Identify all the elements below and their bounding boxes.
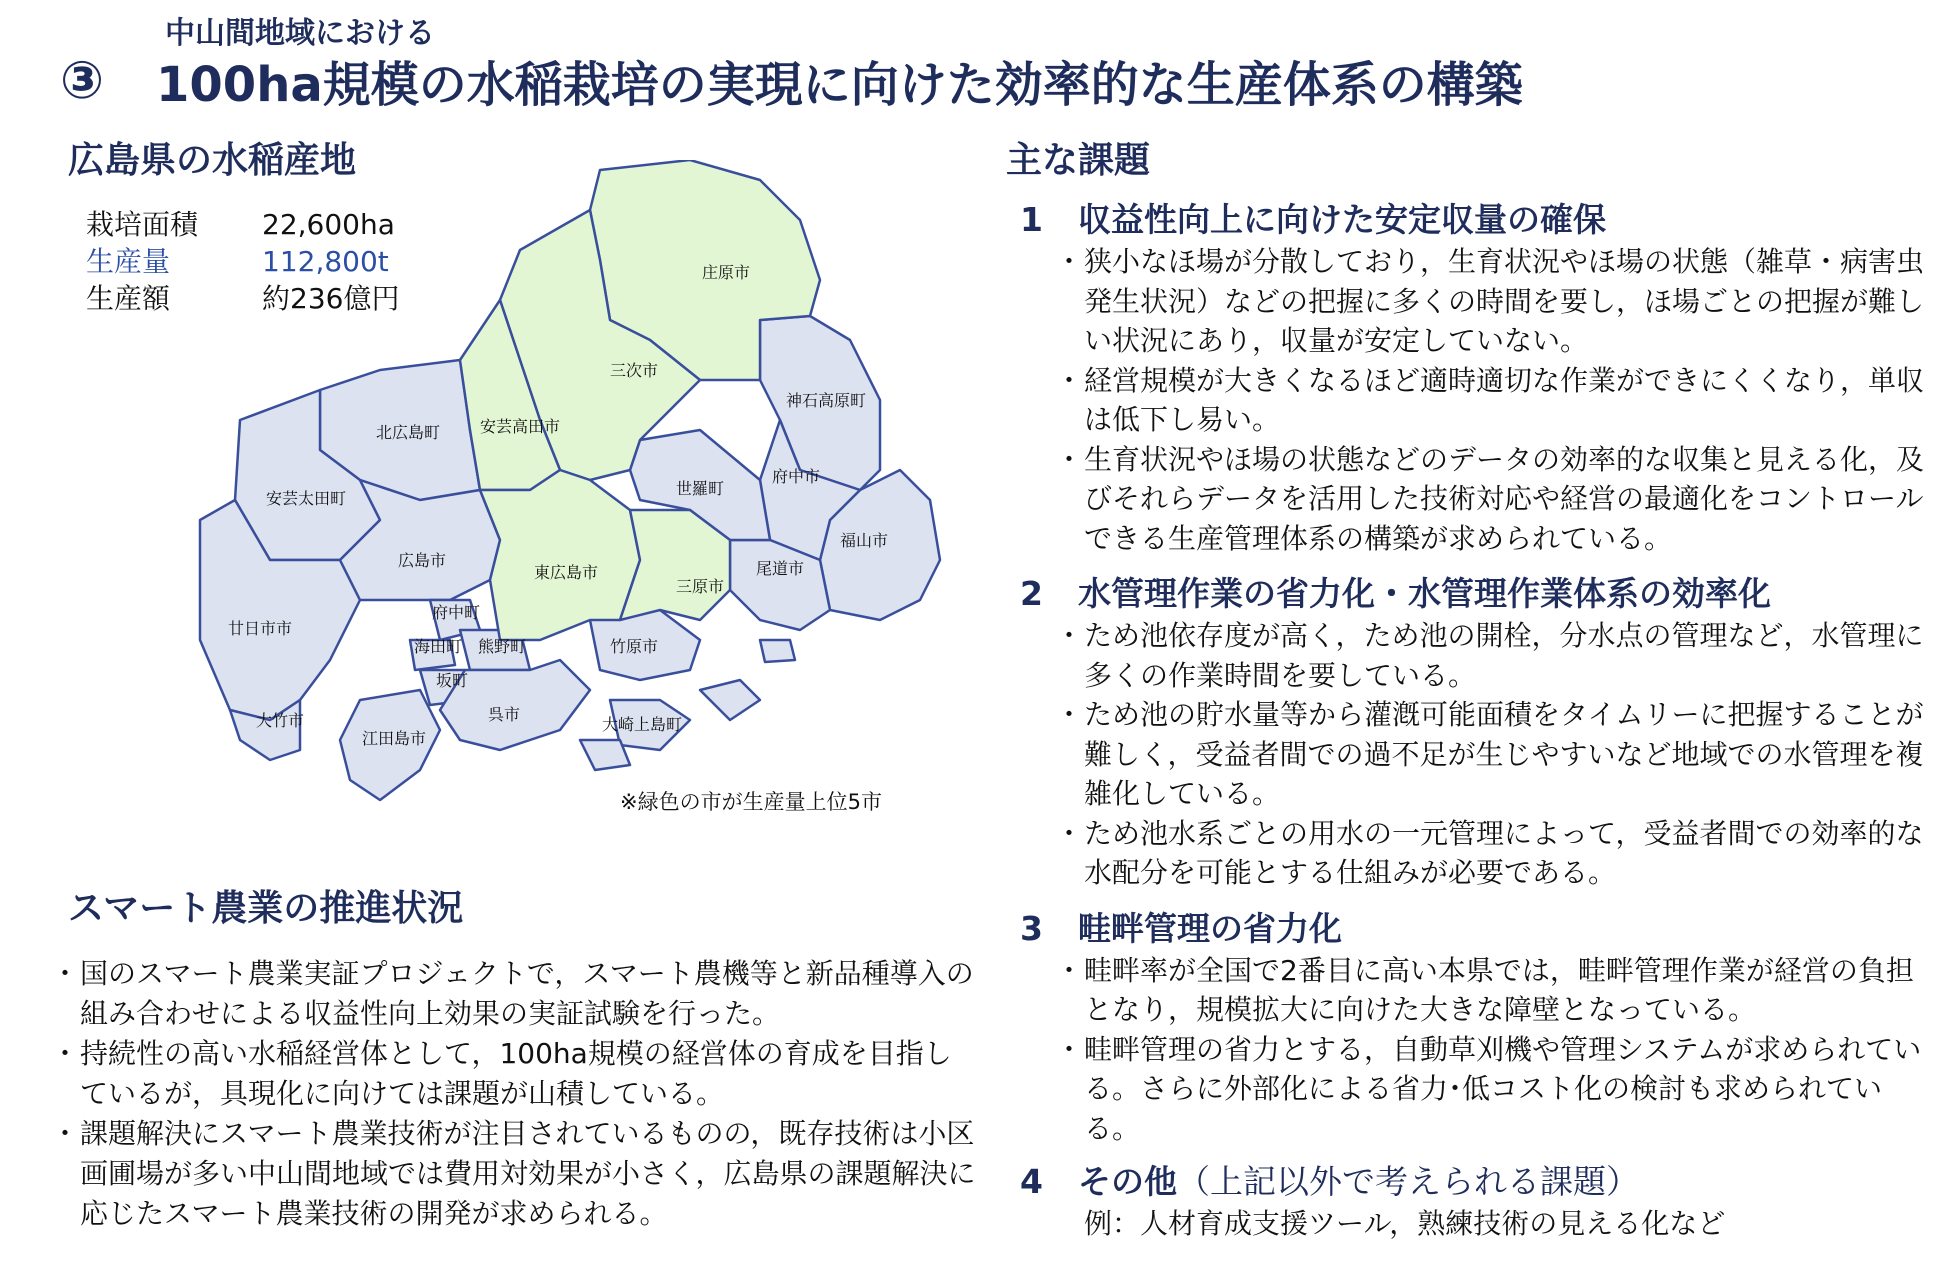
map-label-kure: 呉市 — [488, 705, 521, 724]
map-label-hatsukaichi: 廿日市市 — [228, 619, 293, 638]
map-label-miyoshi: 三次市 — [610, 361, 659, 380]
issue-title-text: 水管理作業の省力化・水管理作業体系の効率化 — [1078, 574, 1771, 613]
list-item: ･ ため池の貯水量等から灌漑可能面積をタイムリーに把握することが難しく，受益者間での過不足が生じやすいなど地域での水管理を複雑化している。 — [1062, 695, 1930, 814]
map-label-kaita: 海田町 — [414, 637, 463, 656]
map-label-higashihiroshima: 東広島市 — [534, 563, 599, 582]
issue-items — [1062, 242, 1930, 558]
stat-label: 生産量 — [86, 245, 171, 278]
map-label-mihara: 三原市 — [676, 577, 725, 596]
hiroshima-map — [180, 160, 960, 860]
map-label-jinsekikogen: 神石高原町 — [786, 391, 867, 410]
list-item: ･ 畦畔管理の省力とする，自動草刈機や管理システムが求められている。さらに外部化による省力･低コスト化の検討も求められている。 — [1062, 1030, 1930, 1149]
list-item: ･ 生育状況やほ場の状態などのデータの効率的な収集と見える化，及びそれらデータを活用した技術対応や経営の最適化をコントロールできる生産管理体系の構築が求められている。 — [1062, 440, 1930, 559]
map-label-kumano: 熊野町 — [478, 637, 527, 656]
stat-value: 22,600ha — [262, 208, 395, 241]
map-label-akitakata: 安芸高田市 — [480, 417, 561, 436]
map-section-heading: 広島県の水稲産地 — [68, 140, 357, 181]
map-legend-note: ※緑色の市が生産量上位5市 — [620, 790, 882, 814]
issue-2 — [1020, 572, 1930, 893]
issue-1 — [1020, 198, 1930, 558]
issue-title-note: （上記以外で考えられる課題） — [1177, 1162, 1639, 1201]
page-title: 100ha規模の水稲栽培の実現に向けた効率的な生産体系の構築 — [156, 57, 1523, 113]
list-item: ･ 狭小なほ場が分散しており，生育状況やほ場の状態（雑草・病害虫発生状況）などの把握に多くの時間を要し，ほ場ごとの把握が難しい状況にあり，収量が安定していない。 — [1062, 242, 1930, 361]
issue-title — [1020, 572, 1930, 616]
map-label-hiroshima: 広島市 — [398, 551, 447, 570]
smart-list — [58, 954, 978, 1234]
map-label-otake: 大竹市 — [256, 711, 305, 730]
list-item: ･ 国のスマート農業実証プロジェクトで，スマート農機等と新品種導入の組み合わせによる収益性向上効果の実証試験を行った。 — [58, 954, 978, 1034]
issue-title — [1020, 1160, 1930, 1204]
map-label-osakikamijima: 大崎上島町 — [602, 715, 683, 734]
issues-section-heading: 主な課題 — [1006, 140, 1151, 181]
title-number: ③ — [60, 50, 105, 111]
issue-title — [1020, 907, 1930, 951]
map-label-akiota: 安芸太田町 — [266, 489, 347, 508]
list-item: ･ ため池依存度が高く，ため池の開栓，分水点の管理など，水管理に多くの作業時間を要している。 — [1062, 616, 1930, 695]
map-region-higashihiroshima — [480, 470, 640, 640]
issue-title-text: その他 — [1078, 1162, 1177, 1201]
stat-label: 栽培面積 — [86, 208, 199, 241]
issue-number: 1 — [1020, 200, 1043, 239]
title-row — [60, 46, 1523, 115]
issue-items — [1062, 951, 1930, 1149]
map-label-fuchu-city: 府中市 — [772, 467, 821, 486]
map-label-takehara: 竹原市 — [610, 637, 659, 656]
map-label-fukuyama: 福山市 — [840, 531, 889, 550]
issue-number: 4 — [1020, 1162, 1043, 1201]
issue-title-text: 収益性向上に向けた安定収量の確保 — [1078, 200, 1606, 239]
map-label-fuchu-town: 府中町 — [432, 603, 481, 622]
issue-number: 3 — [1020, 908, 1043, 948]
map-label-shobara: 庄原市 — [702, 263, 751, 282]
map-label-kitahiroshima: 北広島町 — [376, 423, 441, 442]
map-island-2 — [580, 740, 630, 770]
map-island-3 — [760, 640, 795, 662]
map-label-onomichi: 尾道市 — [756, 559, 805, 578]
issue-example: 例：人材育成支援ツール，熟練技術の見える化など — [1084, 1207, 1726, 1240]
stat-value: 112,800t — [262, 245, 389, 278]
issue-3 — [1020, 907, 1930, 1149]
list-item: ･ 持続性の高い水稲経営体として，100ha規模の経営体の育成を目指しているが，具現化に向けては課題が山積している。 — [58, 1034, 978, 1114]
page-subtitle: 中山間地域における — [165, 16, 435, 51]
issue-number: 2 — [1020, 574, 1043, 613]
map-island-1 — [700, 680, 760, 720]
issue-4 — [1020, 1160, 1930, 1243]
list-item: ･ 経営規模が大きくなるほど適時適切な作業ができにくくなり，単収は低下し易い。 — [1062, 361, 1930, 440]
issue-items — [1062, 616, 1930, 893]
map-label-etajima: 江田島市 — [362, 729, 427, 748]
issue-title — [1020, 198, 1930, 242]
issues-list — [1020, 198, 1930, 1243]
list-item: ･ ため池水系ごとの用水の一元管理によって，受益者間での効率的な水配分を可能とする仕組みが必要である。 — [1062, 814, 1930, 893]
issue-title-text: 畦畔管理の省力化 — [1078, 908, 1342, 948]
map-label-saka: 坂町 — [436, 671, 469, 690]
stat-value: 約236億円 — [262, 282, 400, 315]
list-item: ･ 課題解決にスマート農業技術が注目されているものの，既存技術は小区画圃場が多い中山間地域では費用対効果が小さく，広島県の課題解決に応じたスマート農業技術の開発が求められる。 — [58, 1114, 978, 1234]
stat-label: 生産額 — [86, 282, 171, 315]
map-label-sera: 世羅町 — [676, 479, 725, 498]
list-item: ･ 畦畔率が全国で2番目に高い本県では，畦畔管理作業が経営の負担となり，規模拡大に向けた大きな障壁となっている。 — [1062, 951, 1930, 1030]
smart-section-heading: スマート農業の推進状況 — [68, 888, 464, 929]
